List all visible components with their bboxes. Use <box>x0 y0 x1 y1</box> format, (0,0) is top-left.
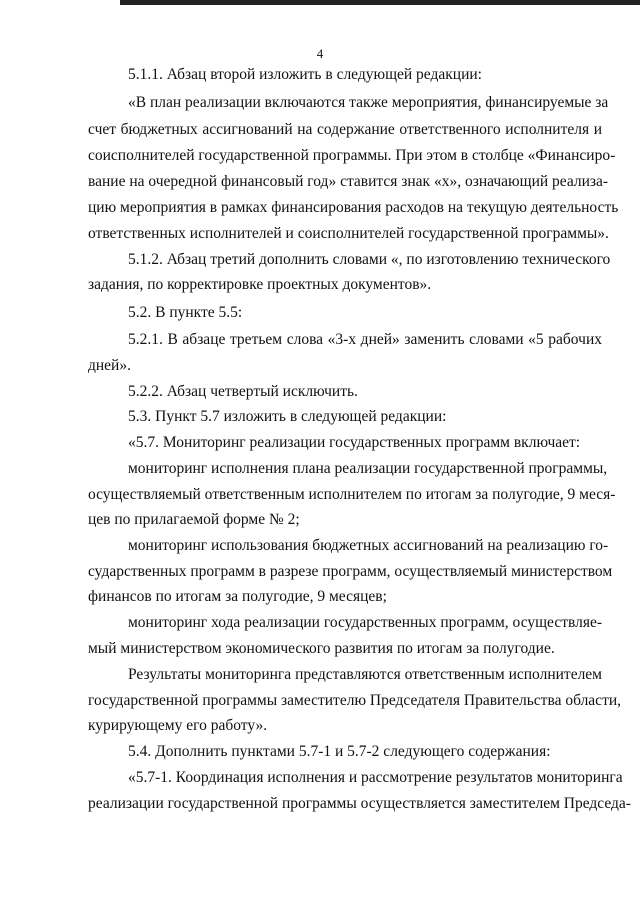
text-line: «5.7. Мониторинг реализации государственных программ включает: <box>128 434 581 451</box>
text-line: реализации государственной программы осуществляется заместителем Председа- <box>88 795 631 812</box>
text-line: мониторинг хода реализации государственных программ, осуществляе- <box>128 614 602 631</box>
text-line: мониторинг исполнения плана реализации государственной программы, <box>128 460 608 477</box>
text-line: 5.1.1. Абзац второй изложить в следующей редакции: <box>128 66 482 83</box>
text-line: 5.2.1. В абзаце третьем слова «3-х дней» заменить словами «5 рабочих <box>128 331 602 348</box>
text-line: счет бюджетных ассигнований на содержание ответственного исполнителя и <box>88 121 602 138</box>
page-number: 4 <box>316 46 324 61</box>
top-border-line <box>120 0 640 5</box>
text-line: «5.7-1. Координация исполнения и рассмотрение результатов мониторинга <box>128 769 623 786</box>
text-line: финансов по итогам за полугодие, 9 месяцев; <box>88 588 387 605</box>
text-line: 5.2.2. Абзац четвертый исключить. <box>128 383 358 400</box>
text-line: вание на очередной финансовый год» ставится знак «х», означающий реализа- <box>88 173 609 190</box>
text-line: дней». <box>88 357 131 374</box>
text-line: курирующему его работу». <box>88 717 268 734</box>
text-line: соисполнителей государственной программы. При этом в столбце «Финансиро- <box>88 147 616 164</box>
text-line: цев по прилагаемой форме № 2; <box>88 511 300 528</box>
text-line: задания, по корректировке проектных документов». <box>88 276 432 293</box>
text-line: государственной программы заместителю Председателя Правительства области, <box>88 692 622 709</box>
text-line: 5.3. Пункт 5.7 изложить в следующей редакции: <box>128 408 447 425</box>
text-line: мый министерством экономического развития по итогам за полугодие. <box>88 640 555 657</box>
text-line: осуществляемый ответственным исполнителем по итогам за полугодие, 9 меся- <box>88 486 616 503</box>
text-line: мониторинг использования бюджетных ассигнований на реализацию го- <box>128 537 609 554</box>
text-line: 5.4. Дополнить пунктами 5.7-1 и 5.7-2 следующего содержания: <box>128 743 551 760</box>
text-line: 5.1.2. Абзац третий дополнить словами «, по изготовлению технического <box>128 251 611 268</box>
text-line: «В план реализации включаются также мероприятия, финансируемые за <box>128 94 609 111</box>
text-line: сударственных программ в разрезе программ, осуществляемый министерством <box>88 563 613 580</box>
text-line: 5.2. В пункте 5.5: <box>128 304 243 321</box>
text-line: Результаты мониторинга представляются ответственным исполнителем <box>128 666 602 683</box>
text-line: ответственных исполнителей и соисполнителей государственной программы». <box>88 225 609 242</box>
text-line: цию мероприятия в рамках финансирования расходов на текущую деятельность <box>88 199 619 216</box>
